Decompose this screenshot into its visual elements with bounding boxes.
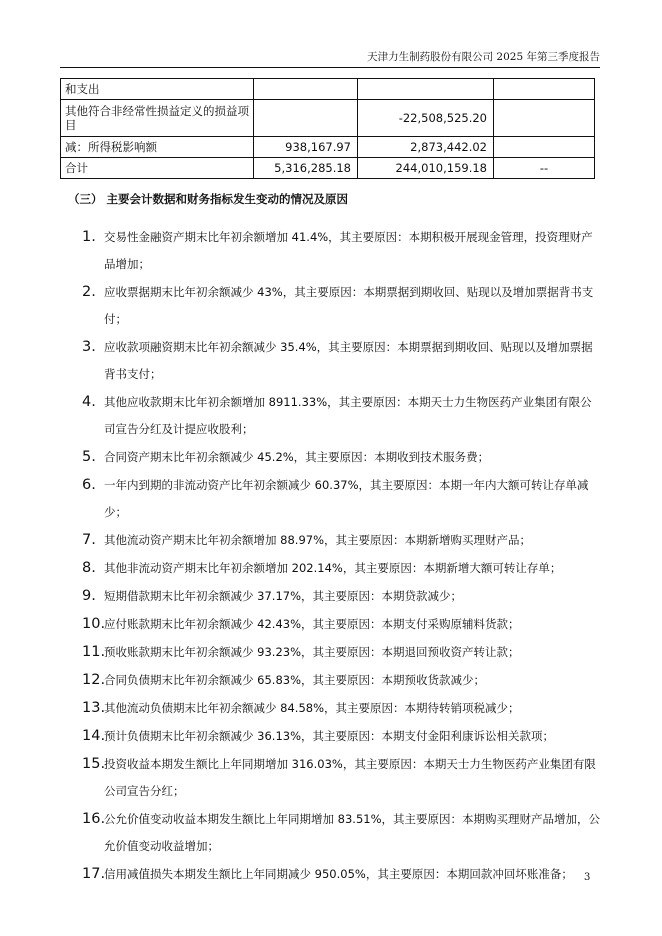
item-text: 投资收益本期发生额比上年同期增加 316.03%，其主要原因：本期天士力生物医药产业集团有限公司宣告分红； <box>104 757 596 798</box>
item-number: 4. <box>82 394 96 410</box>
item-number: 9. <box>82 588 96 604</box>
item-number: 14. <box>82 728 106 744</box>
cell-year-to-date: -22,508,525.20 <box>358 100 494 137</box>
cell-current-period: 938,167.97 <box>254 137 358 158</box>
item-number: 7. <box>82 532 96 548</box>
cell-note <box>494 137 595 158</box>
list-item <box>60 527 600 554</box>
change-reasons-list <box>60 224 600 889</box>
cell-current-period <box>254 100 358 137</box>
list-item <box>60 806 600 860</box>
list-item <box>60 583 600 610</box>
item-text: 一年内到期的非流动资产比年初余额减少 60.37%，其主要原因：本期一年内大额可转让存单减少； <box>104 478 589 519</box>
item-text: 交易性金融资产期末比年初余额增加 41.4%，其主要原因：本期积极开展现金管理，投资理财产品增加； <box>104 230 593 271</box>
item-text: 应收票据期末比年初余额减少 43%，其主要原因：本期票据到期收回、贴现以及增加票据背书支付； <box>104 285 594 326</box>
item-number: 8. <box>82 560 96 576</box>
row-label: 减：所得税影响额 <box>61 137 254 158</box>
list-item <box>60 723 600 750</box>
item-text: 公允价值变动收益本期发生额比上年同期增加 83.51%，其主要原因：本期购买理财产品增加，公允价值变动收益增加； <box>104 812 601 853</box>
row-label: 合计 <box>61 158 254 179</box>
list-item <box>60 224 600 278</box>
cell-year-to-date: 2,873,442.02 <box>358 137 494 158</box>
page-header: 天津力生制药股份有限公司 2025 年第三季度报告 <box>367 51 600 63</box>
row-label: 和支出 <box>61 79 254 100</box>
item-number: 16. <box>82 811 106 827</box>
table-row <box>61 137 595 158</box>
item-text: 预收账款期末比年初余额减少 93.23%，其主要原因：本期退回预收资产转让款； <box>104 645 520 659</box>
cell-year-to-date: 244,010,159.18 <box>358 158 494 179</box>
list-item <box>60 751 600 805</box>
list-item <box>60 555 600 582</box>
table-row <box>61 100 595 137</box>
non-recurring-gains-table <box>60 78 595 179</box>
cell-note <box>494 79 595 100</box>
cell-note: -- <box>494 158 595 179</box>
item-number: 13. <box>82 700 106 716</box>
table-row <box>61 79 595 100</box>
cell-note <box>494 100 595 137</box>
list-item <box>60 389 600 443</box>
item-text: 其他流动资产期末比年初余额增加 88.97%，其主要原因：本期新增购买理财产品； <box>104 533 532 547</box>
item-number: 5. <box>82 449 96 465</box>
item-number: 2. <box>82 284 96 300</box>
list-item <box>60 667 600 694</box>
section-title: （三） 主要会计数据和财务指标发生变动的情况及原因 <box>68 192 349 206</box>
item-number: 15. <box>82 756 106 772</box>
list-item <box>60 334 600 388</box>
cell-year-to-date <box>358 79 494 100</box>
list-item <box>60 695 600 722</box>
item-text: 预计负债期末比年初余额减少 36.13%，其主要原因：本期支付金阳利康诉讼相关款项； <box>104 729 555 743</box>
list-item <box>60 861 600 888</box>
list-item <box>60 639 600 666</box>
item-text: 其他流动负债期末比年初余额减少 84.58%，其主要原因：本期待转销项税减少； <box>104 701 520 715</box>
page-number: 3 <box>584 872 591 883</box>
item-number: 3. <box>82 339 96 355</box>
item-number: 1. <box>82 229 96 245</box>
list-item <box>60 444 600 471</box>
item-number: 17. <box>82 866 106 882</box>
item-text: 其他非流动资产期末比年初余额增加 202.14%，其主要原因：本期新增大额可转让存单； <box>104 561 562 575</box>
cell-current-period <box>254 79 358 100</box>
item-text: 合同负债期末比年初余额减少 65.83%，其主要原因：本期预收货款减少； <box>104 673 486 687</box>
list-item <box>60 611 600 638</box>
item-text: 其他应收款期末比年初余额增加 8911.33%，其主要原因：本期天士力生物医药产业集团有限公司宣告分红及计提应收股利； <box>104 395 592 436</box>
list-item <box>60 472 600 526</box>
item-number: 6. <box>82 477 96 493</box>
item-number: 11. <box>82 644 106 660</box>
item-text: 信用减值损失本期发生额比上年同期减少 950.05%，其主要原因：本期回款冲回坏账准备； <box>104 867 573 881</box>
item-text: 短期借款期末比年初余额减少 37.17%，其主要原因：本期贷款减少； <box>104 589 463 603</box>
list-item <box>60 279 600 333</box>
item-text: 合同资产期末比年初余额减少 45.2%，其主要原因：本期收到技术服务费； <box>104 450 490 464</box>
item-number: 10. <box>82 616 106 632</box>
cell-current-period: 5,316,285.18 <box>254 158 358 179</box>
item-text: 应收款项融资期末比年初余额减少 35.4%，其主要原因：本期票据到期收回、贴现以及增加票据背书支付； <box>104 340 593 381</box>
table-row-total <box>61 158 595 179</box>
item-number: 12. <box>82 672 106 688</box>
header-divider <box>60 67 600 68</box>
item-text: 应付账款期末比年初余额减少 42.43%，其主要原因：本期支付采购原辅料货款； <box>104 617 520 631</box>
row-label: 其他符合非经常性损益定义的损益项目 <box>61 100 254 137</box>
